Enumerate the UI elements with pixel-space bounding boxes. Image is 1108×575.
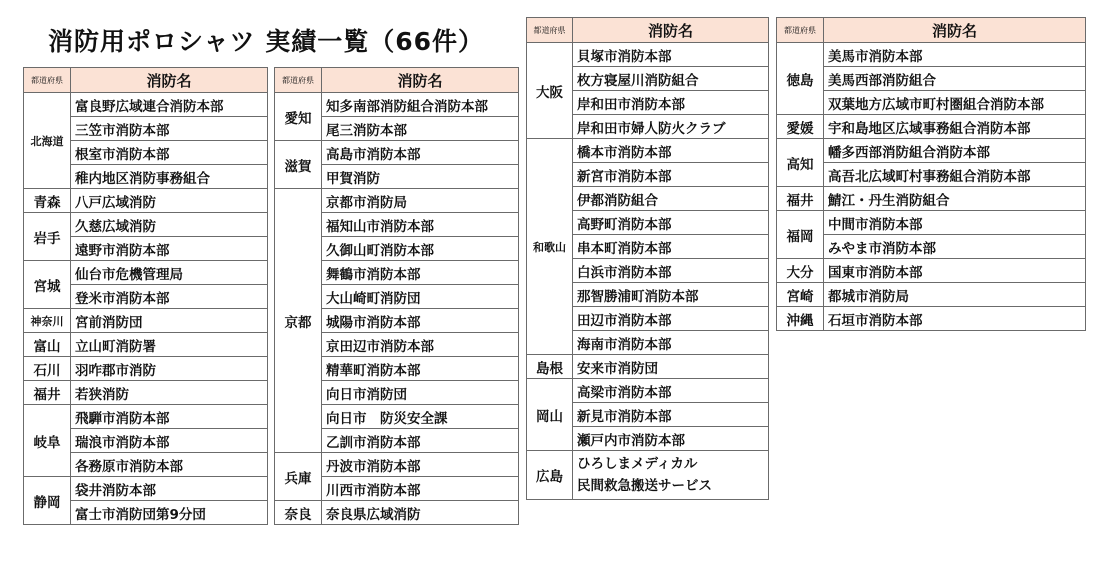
fire-department-cell: 田辺市消防本部 — [573, 307, 769, 331]
fire-department-cell: 若狭消防 — [71, 381, 268, 405]
prefecture-cell: 和歌山 — [527, 139, 573, 355]
results-table-3 — [526, 17, 769, 500]
fire-department-cell: 遠野市消防本部 — [71, 237, 268, 261]
fire-department-cell: 久御山町消防本部 — [322, 237, 519, 261]
fire-department-cell: 高野町消防本部 — [573, 211, 769, 235]
fire-department-cell: 羽咋郡市消防 — [71, 357, 268, 381]
fire-department-cell: 都城市消防局 — [824, 283, 1086, 307]
table-row — [527, 139, 769, 163]
table-row — [24, 309, 268, 333]
fire-department-cell: 京田辺市消防本部 — [322, 333, 519, 357]
table-row — [527, 379, 769, 403]
fire-department-cell: ひろしまメディカル 民間救急搬送サービス — [573, 451, 769, 500]
fire-department-cell: 稚内地区消防事務組合 — [71, 165, 268, 189]
table-row — [777, 235, 1086, 259]
table-row — [777, 163, 1086, 187]
fire-department-cell: 岸和田市消防本部 — [573, 91, 769, 115]
table-row — [527, 355, 769, 379]
prefecture-cell: 大分 — [777, 259, 824, 283]
prefecture-cell: 福井 — [777, 187, 824, 211]
fire-department-cell: みやま市消防本部 — [824, 235, 1086, 259]
fire-department-cell: 登米市消防本部 — [71, 285, 268, 309]
prefecture-cell: 宮崎 — [777, 283, 824, 307]
fire-department-cell: 白浜市消防本部 — [573, 259, 769, 283]
fire-department-cell: 海南市消防本部 — [573, 331, 769, 355]
table-row — [24, 357, 268, 381]
fire-department-cell: 乙訓市消防本部 — [322, 429, 519, 453]
fire-department-cell: 那智勝浦町消防本部 — [573, 283, 769, 307]
table-header-row — [275, 68, 519, 93]
fire-department-cell: 岸和田市婦人防火クラブ — [573, 115, 769, 139]
prefecture-cell: 高知 — [777, 139, 824, 187]
fire-department-cell: 尾三消防本部 — [322, 117, 519, 141]
table-row — [777, 115, 1086, 139]
results-table-2 — [274, 67, 519, 525]
fire-department-cell: 幡多西部消防組合消防本部 — [824, 139, 1086, 163]
fire-department-cell: 双葉地方広域市町村圏組合消防本部 — [824, 91, 1086, 115]
prefecture-cell: 沖縄 — [777, 307, 824, 331]
prefecture-cell: 島根 — [527, 355, 573, 379]
fire-department-cell: 瑞浪市消防本部 — [71, 429, 268, 453]
prefecture-column-header: 都道府県 — [777, 18, 824, 43]
results-table-4 — [776, 17, 1086, 331]
prefecture-cell: 大阪 — [527, 43, 573, 139]
table-row — [275, 453, 519, 477]
prefecture-cell: 愛知 — [275, 93, 322, 141]
table-row — [24, 477, 268, 501]
fire-department-cell: 奈良県広域消防 — [322, 501, 519, 525]
table-row — [24, 261, 268, 285]
page-title: 消防用ポロシャツ 実績一覧（66件） — [48, 27, 484, 56]
fire-department-cell: 仙台市危機管理局 — [71, 261, 268, 285]
fire-department-cell: 新宮市消防本部 — [573, 163, 769, 187]
fire-department-cell: 立山町消防署 — [71, 333, 268, 357]
fire-department-cell: 美馬市消防本部 — [824, 43, 1086, 67]
prefecture-cell: 広島 — [527, 451, 573, 500]
fire-department-cell: 瀬戸内市消防本部 — [573, 427, 769, 451]
fire-department-cell: 高島市消防本部 — [322, 141, 519, 165]
fire-department-cell: 袋井消防本部 — [71, 477, 268, 501]
fire-department-cell: 橋本市消防本部 — [573, 139, 769, 163]
table-row — [527, 451, 769, 500]
table-row — [275, 93, 519, 117]
fire-department-cell: 京都市消防局 — [322, 189, 519, 213]
fire-department-cell: 三笠市消防本部 — [71, 117, 268, 141]
fire-department-cell: 宮前消防団 — [71, 309, 268, 333]
fire-department-cell: 向日市消防団 — [322, 381, 519, 405]
prefecture-cell: 富山 — [24, 333, 71, 357]
table-row — [777, 187, 1086, 211]
fire-department-column-header: 消防名 — [573, 18, 769, 43]
fire-department-cell: 伊都消防組合 — [573, 187, 769, 211]
prefecture-cell: 福井 — [24, 381, 71, 405]
prefecture-cell: 青森 — [24, 189, 71, 213]
table-row — [275, 141, 519, 165]
table-row — [777, 259, 1086, 283]
fire-department-cell: 福知山市消防本部 — [322, 213, 519, 237]
table-row — [777, 43, 1086, 67]
fire-department-cell: 各務原市消防本部 — [71, 453, 268, 477]
results-table-1 — [23, 67, 268, 525]
table-row — [24, 405, 268, 429]
table-row — [275, 501, 519, 525]
table-row — [527, 43, 769, 67]
fire-department-cell: 富士市消防団第9分団 — [71, 501, 268, 525]
fire-department-cell: 新見市消防本部 — [573, 403, 769, 427]
prefecture-cell: 宮城 — [24, 261, 71, 309]
prefecture-column-header: 都道府県 — [527, 18, 573, 43]
table-row — [777, 283, 1086, 307]
prefecture-cell: 岡山 — [527, 379, 573, 451]
table-row — [24, 333, 268, 357]
fire-department-cell: 大山崎町消防団 — [322, 285, 519, 309]
table-header-row — [24, 68, 268, 93]
fire-department-cell: 知多南部消防組合消防本部 — [322, 93, 519, 117]
table-header-row — [527, 18, 769, 43]
fire-department-cell: 城陽市消防本部 — [322, 309, 519, 333]
fire-department-column-header: 消防名 — [824, 18, 1086, 43]
table-row — [24, 381, 268, 405]
fire-department-cell: 宇和島地区広域事務組合消防本部 — [824, 115, 1086, 139]
fire-department-cell: 国東市消防本部 — [824, 259, 1086, 283]
table-row — [777, 139, 1086, 163]
prefecture-cell: 静岡 — [24, 477, 71, 525]
table-row — [24, 189, 268, 213]
table-row — [275, 189, 519, 213]
fire-department-cell: 貝塚市消防本部 — [573, 43, 769, 67]
fire-department-cell: 高吾北広域町村事務組合消防本部 — [824, 163, 1086, 187]
prefecture-cell: 奈良 — [275, 501, 322, 525]
table-row — [24, 93, 268, 117]
table-row — [777, 91, 1086, 115]
fire-department-cell: 中間市消防本部 — [824, 211, 1086, 235]
fire-department-cell: 安来市消防団 — [573, 355, 769, 379]
fire-department-cell: 舞鶴市消防本部 — [322, 261, 519, 285]
prefecture-cell: 滋賀 — [275, 141, 322, 189]
fire-department-cell: 富良野広域連合消防本部 — [71, 93, 268, 117]
fire-department-column-header: 消防名 — [322, 68, 519, 93]
table-row — [777, 307, 1086, 331]
fire-department-cell: 久慈広域消防 — [71, 213, 268, 237]
prefecture-cell: 岐阜 — [24, 405, 71, 477]
prefecture-cell: 愛媛 — [777, 115, 824, 139]
fire-department-cell: 向日市 防災安全課 — [322, 405, 519, 429]
fire-department-cell: 八戸広域消防 — [71, 189, 268, 213]
table-row — [777, 211, 1086, 235]
fire-department-cell: 丹波市消防本部 — [322, 453, 519, 477]
prefecture-cell: 石川 — [24, 357, 71, 381]
prefecture-cell: 北海道 — [24, 93, 71, 189]
prefecture-cell: 神奈川 — [24, 309, 71, 333]
fire-department-cell: 美馬西部消防組合 — [824, 67, 1086, 91]
prefecture-column-header: 都道府県 — [275, 68, 322, 93]
fire-department-cell: 精華町消防本部 — [322, 357, 519, 381]
fire-department-cell: 串本町消防本部 — [573, 235, 769, 259]
fire-department-cell: 根室市消防本部 — [71, 141, 268, 165]
prefecture-cell: 京都 — [275, 189, 322, 453]
fire-department-cell: 高梁市消防本部 — [573, 379, 769, 403]
table-row — [777, 67, 1086, 91]
prefecture-cell: 兵庫 — [275, 453, 322, 501]
prefecture-cell: 岩手 — [24, 213, 71, 261]
fire-department-column-header: 消防名 — [71, 68, 268, 93]
prefecture-column-header: 都道府県 — [24, 68, 71, 93]
fire-department-cell: 飛騨市消防本部 — [71, 405, 268, 429]
prefecture-cell: 徳島 — [777, 43, 824, 115]
fire-department-cell: 鯖江・丹生消防組合 — [824, 187, 1086, 211]
prefecture-cell: 福岡 — [777, 211, 824, 259]
table-row — [24, 213, 268, 237]
fire-department-cell: 枚方寝屋川消防組合 — [573, 67, 769, 91]
fire-department-cell: 川西市消防本部 — [322, 477, 519, 501]
table-header-row — [777, 18, 1086, 43]
fire-department-cell: 甲賀消防 — [322, 165, 519, 189]
fire-department-cell: 石垣市消防本部 — [824, 307, 1086, 331]
